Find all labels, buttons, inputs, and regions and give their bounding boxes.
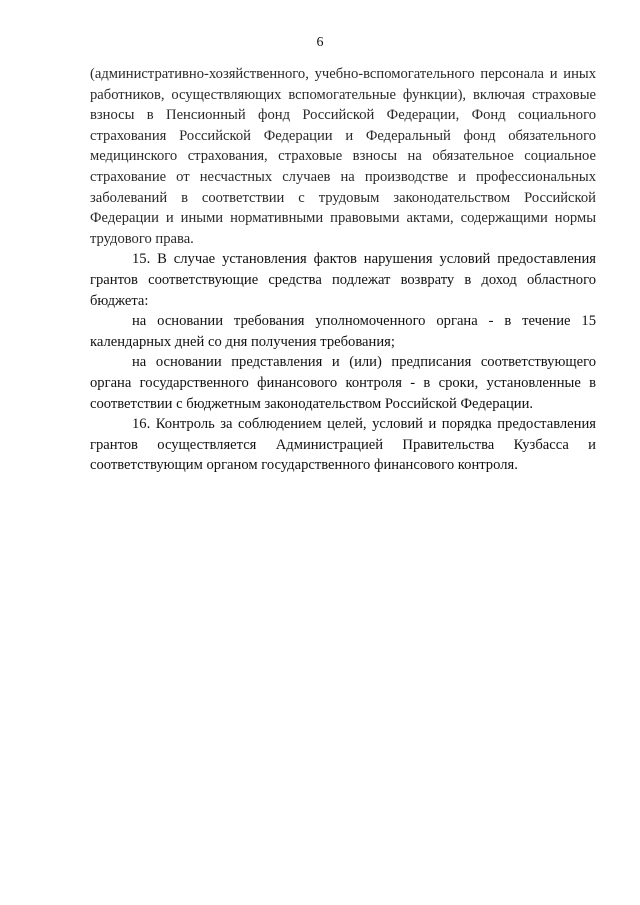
paragraph-item-15-sub-2: на основании представления и (или) предписания соответствующего органа государственного финансового контроля - в сроки, установленные в соответствии с бюджетным законодательством Российской Федерации. xyxy=(90,354,596,412)
document-body xyxy=(90,64,596,476)
paragraph-item-15: 15. В случае установления фактов нарушения условий предоставления грантов соответствующие средства подлежат возврату в доход областного бюджета: xyxy=(90,251,596,309)
paragraph-item-16: 16. Контроль за соблюдением целей, условий и порядка предоставления грантов осуществляется Администрацией Правительства Кузбасса и соответствующим органом государственного финансового контроля. xyxy=(90,416,596,474)
paragraph-item-15-sub-1: на основании требования уполномоченного органа - в течение 15 календарных дней со дня получения требования; xyxy=(90,313,596,350)
page-number: 6 xyxy=(316,35,324,50)
paragraph-continuation: (административно-хозяйственного, учебно-вспомогательного персонала и иных работников, осуществляющих вспомогательные функции), включая страховые взносы в Пенсионный фонд Российской Федерации, Фонд социального страхования Российской Федерации и Федеральный фонд обязательного медицинского страхования, страховые взносы на обязательное социальное страхование от несчастных случаев на производстве и профессиональных заболеваний в соответствии с трудовым законодательством Российской Федерации и иными нормативными правовыми актами, содержащими нормы трудового права. xyxy=(90,66,596,247)
